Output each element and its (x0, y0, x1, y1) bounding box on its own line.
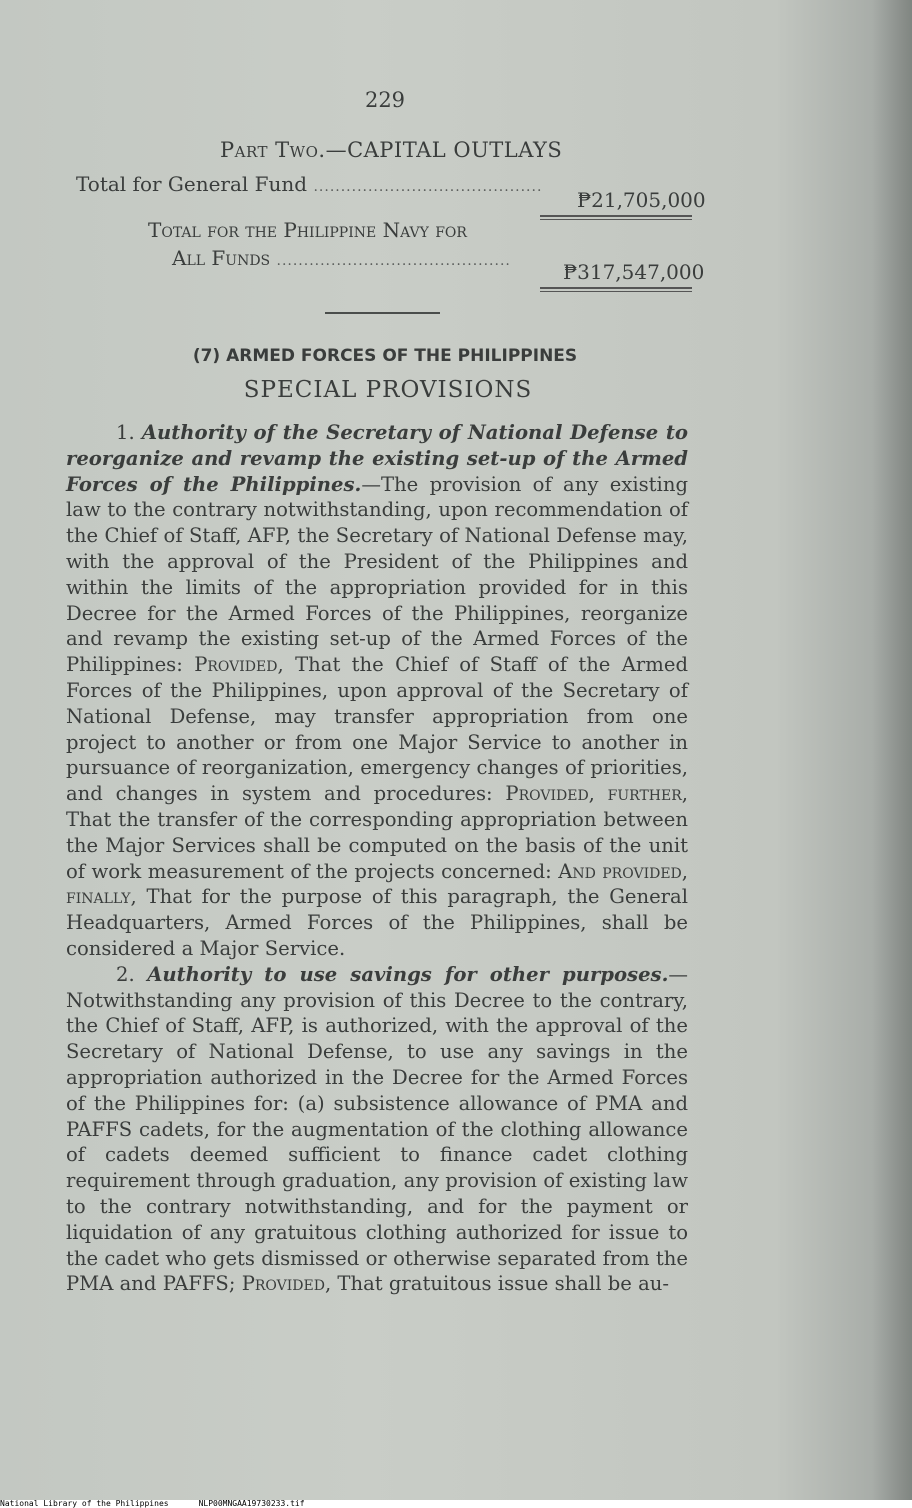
total-general-fund-amount: ₱21,705,000 (577, 188, 706, 212)
body-text (66, 420, 688, 1297)
paragraph-text: That for the purpose of this paragraph, the General Headquarters, Armed Forces of the Philippines, shall be considered a Major Service. (66, 885, 688, 960)
proviso: Provided, further, (505, 782, 688, 806)
provision-paragraph (66, 420, 688, 962)
scan-footer (0, 1500, 912, 1508)
paragraph-number: 1. (116, 421, 135, 444)
total-general-fund-line (76, 172, 542, 196)
proviso: Provided, (194, 653, 284, 677)
paragraph-text: That the Chief of Staff of the Armed Forces of the Philippines, upon approval of the Secretary of National Defense, may transfer appropriation from one project to another or from one Major Service to another in pursuance of reorganization, emergency changes of priorities, and changes in system and procedures: (66, 653, 689, 806)
sub-heading: SPECIAL PROVISIONS (243, 377, 533, 403)
total-navy-label-2: All Funds (172, 246, 271, 270)
paragraph-text: That the transfer of the corresponding appropriation between the Major Services shall be computed on the basis of the unit of work measurement of the projects concerned: (66, 807, 688, 883)
paragraph-number: 2. (116, 962, 135, 986)
total-navy-line-1 (148, 218, 467, 242)
section-divider (325, 312, 440, 314)
page-number: 229 (364, 88, 406, 112)
total-navy-label-1: Total for the Philippine Navy for (148, 218, 467, 242)
page-edge-shadow (872, 0, 912, 1500)
total-general-fund-label: Total for General Fund (76, 172, 308, 196)
total-navy-line-2 (172, 246, 511, 270)
proviso: And provided, finally, (66, 859, 688, 909)
section-heading: (7) ARMED FORCES OF THE PHILIPPINES (192, 346, 578, 366)
paragraph-text: —The provision of any existing law to the contrary notwithstanding, upon recommendation of the Chief of Staff, AFP, the Secretary of National Defense may, with the approval of the President of the Philippines and within the limits of the appropriation provided for in this Decree for the Armed Forces of the Philippines, reorganize and revamp the existing set-up of the Armed Forces of the Philippines: (66, 472, 688, 677)
provision-paragraph (66, 962, 688, 1297)
proviso: Provided, (241, 1272, 332, 1296)
part-heading: Part Two.—CAPITAL OUTLAYS (220, 138, 563, 162)
leader-dots: ........................................... (276, 253, 511, 269)
paragraph-text: —Notwithstanding any provision of this Decree to the contrary, the Chief of Staff, AFP, is authorized, with the approval of the Secretary of National Defense, to use any savings in the appropriation authorized in the Decree for the Armed Forces of the Philippines for: (a) subsistence allowance of PMA and PAFFS cadets, for the augmentation of the clothing allowance of cadets deemed sufficient to finance cadet clothing requirement through graduation, any provision of existing law to the contrary notwithstanding, and for the payment or liquidation of any gratuitous clothing authorized for issue to the cadet who gets dismissed or otherwise separated from the PMA and PAFFS; (66, 962, 688, 1296)
amount-double-rule (540, 215, 692, 220)
amount-double-rule (540, 287, 692, 292)
total-navy-amount: ₱317,547,000 (563, 260, 705, 284)
paragraph-title: Authority to use savings for other purposes. (147, 962, 669, 986)
paragraph-title: Authority of the Secretary of National Defense to reorganize and revamp the existing set-up of the Armed Forces of the Philippines. (66, 421, 688, 496)
paragraph-text: That gratuitous issue shall be au- (331, 1272, 670, 1296)
leader-dots: .......................................... (313, 179, 543, 195)
footer-file: NLP00MNGAA19730233.tif (198, 1499, 305, 1508)
footer-library: National Library of the Philippines (0, 1499, 169, 1508)
